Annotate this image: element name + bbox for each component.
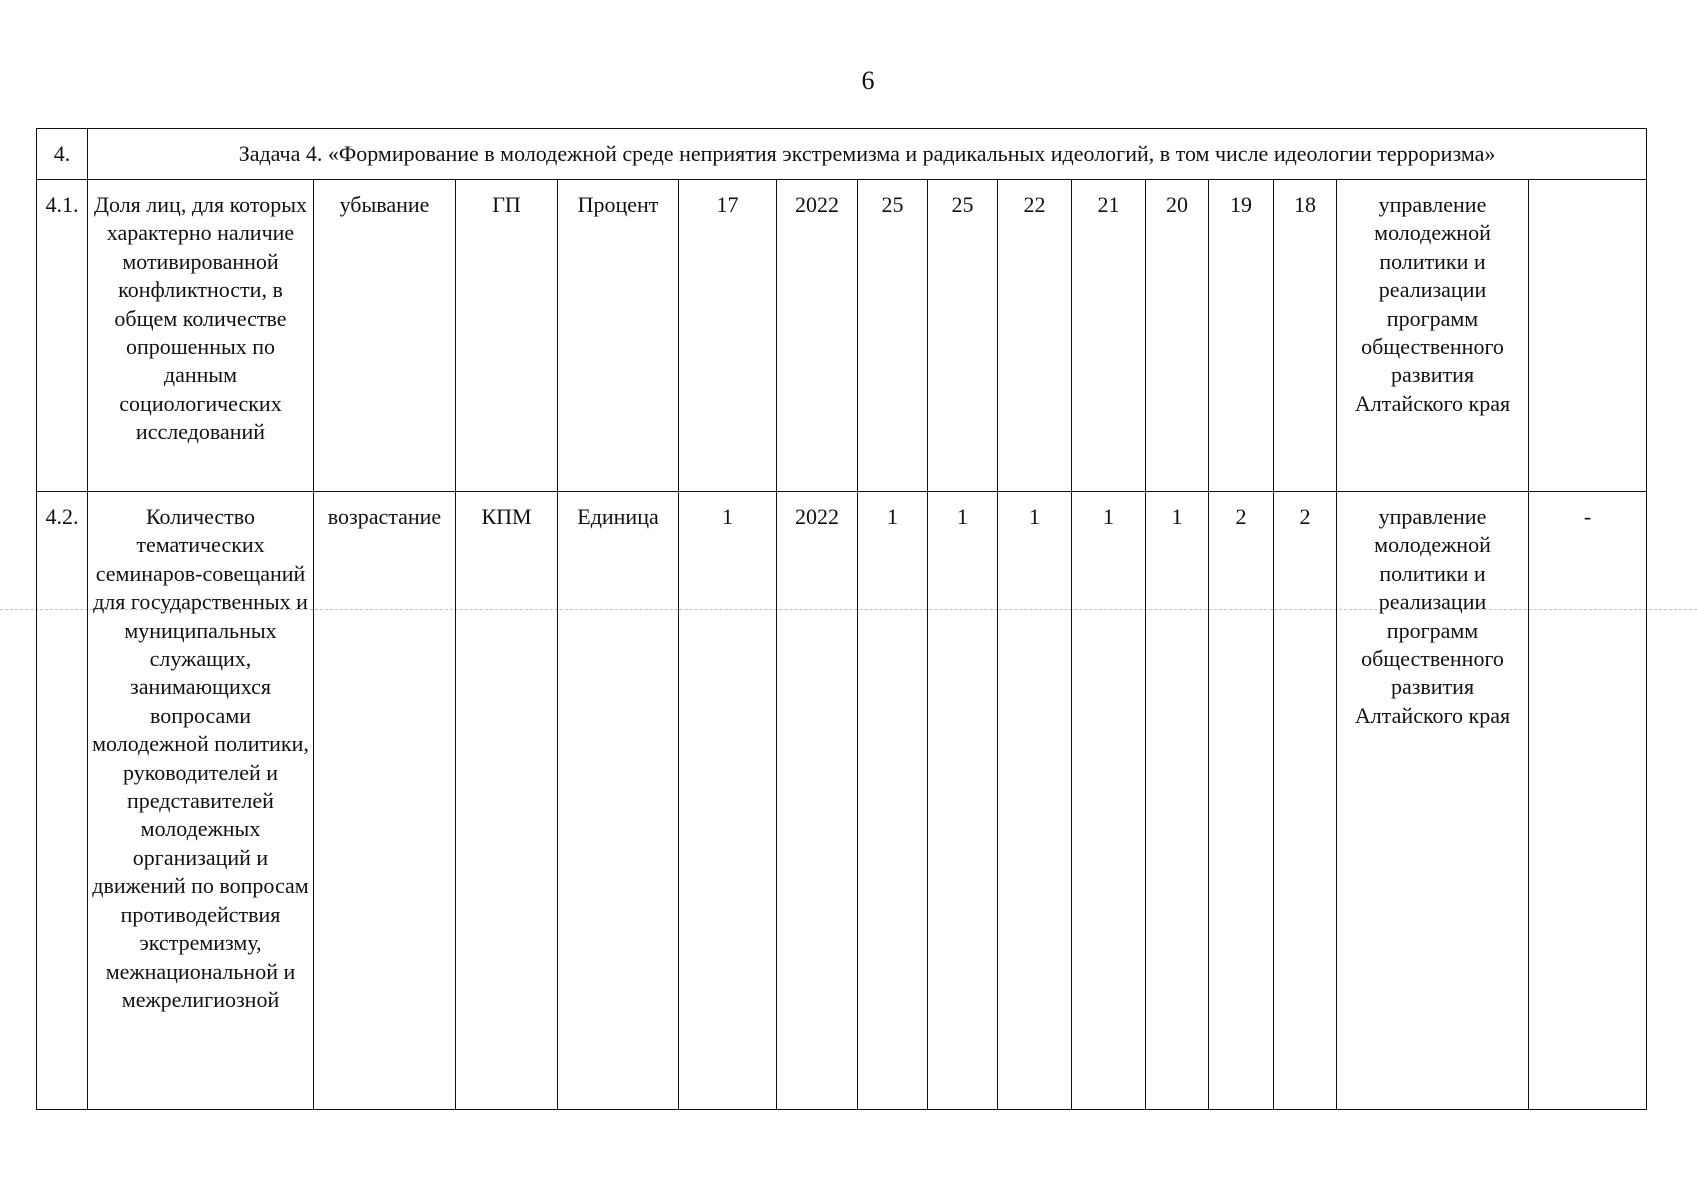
base-value-cell: 1	[679, 492, 777, 1110]
row-number: 4.2.	[37, 492, 88, 1110]
indicators-table	[36, 128, 1647, 1110]
value-cell: 21	[1072, 180, 1146, 492]
task-title: Задача 4. «Формирование в молодежной среде неприятия экстремизма и радикальных идеологий, в том числе идеологии терроризма»	[88, 129, 1647, 180]
row-number: 4.1.	[37, 180, 88, 492]
direction-cell: возрастание	[314, 492, 456, 1110]
indicator-name: Доля лиц, для которых характерно наличие мотивированной конфликтности, в общем количестве опрошенных по данным социологических исследований	[88, 180, 314, 492]
value-cell: 1	[928, 492, 998, 1110]
value-cell: 1	[1072, 492, 1146, 1110]
base-year-cell: 2022	[777, 180, 858, 492]
value-cell: 19	[1209, 180, 1274, 492]
note-cell	[1529, 180, 1647, 492]
value-cell: 1	[1146, 492, 1209, 1110]
value-cell: 2	[1209, 492, 1274, 1110]
base-year-cell: 2022	[777, 492, 858, 1110]
page-number: 6	[861, 66, 875, 95]
source-cell: ГП	[456, 180, 558, 492]
base-value-cell: 17	[679, 180, 777, 492]
source-cell: КПМ	[456, 492, 558, 1110]
table-row	[37, 180, 1647, 492]
unit-cell: Единица	[558, 492, 679, 1110]
value-cell: 18	[1274, 180, 1337, 492]
value-cell: 1	[858, 492, 928, 1110]
responsible-cell: управление молодежной политики и реализации программ общественного развития Алтайского края	[1337, 492, 1529, 1110]
note-cell: -	[1529, 492, 1647, 1110]
value-cell: 1	[998, 492, 1072, 1110]
value-cell: 22	[998, 180, 1072, 492]
unit-cell: Процент	[558, 180, 679, 492]
indicator-name: Количество тематических семинаров-совещаний для государственных и муниципальных служащих, занимающихся вопросами молодежной политики, руководителей и представителей молодежных организаций и движений по вопросам противодействия экстремизму, межнациональной и межрелигиозной	[88, 492, 314, 1110]
value-cell: 2	[1274, 492, 1337, 1110]
table-row	[37, 492, 1647, 1110]
responsible-cell: управление молодежной политики и реализации программ общественного развития Алтайского края	[1337, 180, 1529, 492]
direction-cell: убывание	[314, 180, 456, 492]
task-header-row	[37, 129, 1647, 180]
task-number: 4.	[37, 129, 88, 180]
value-cell: 20	[1146, 180, 1209, 492]
value-cell: 25	[858, 180, 928, 492]
value-cell: 25	[928, 180, 998, 492]
